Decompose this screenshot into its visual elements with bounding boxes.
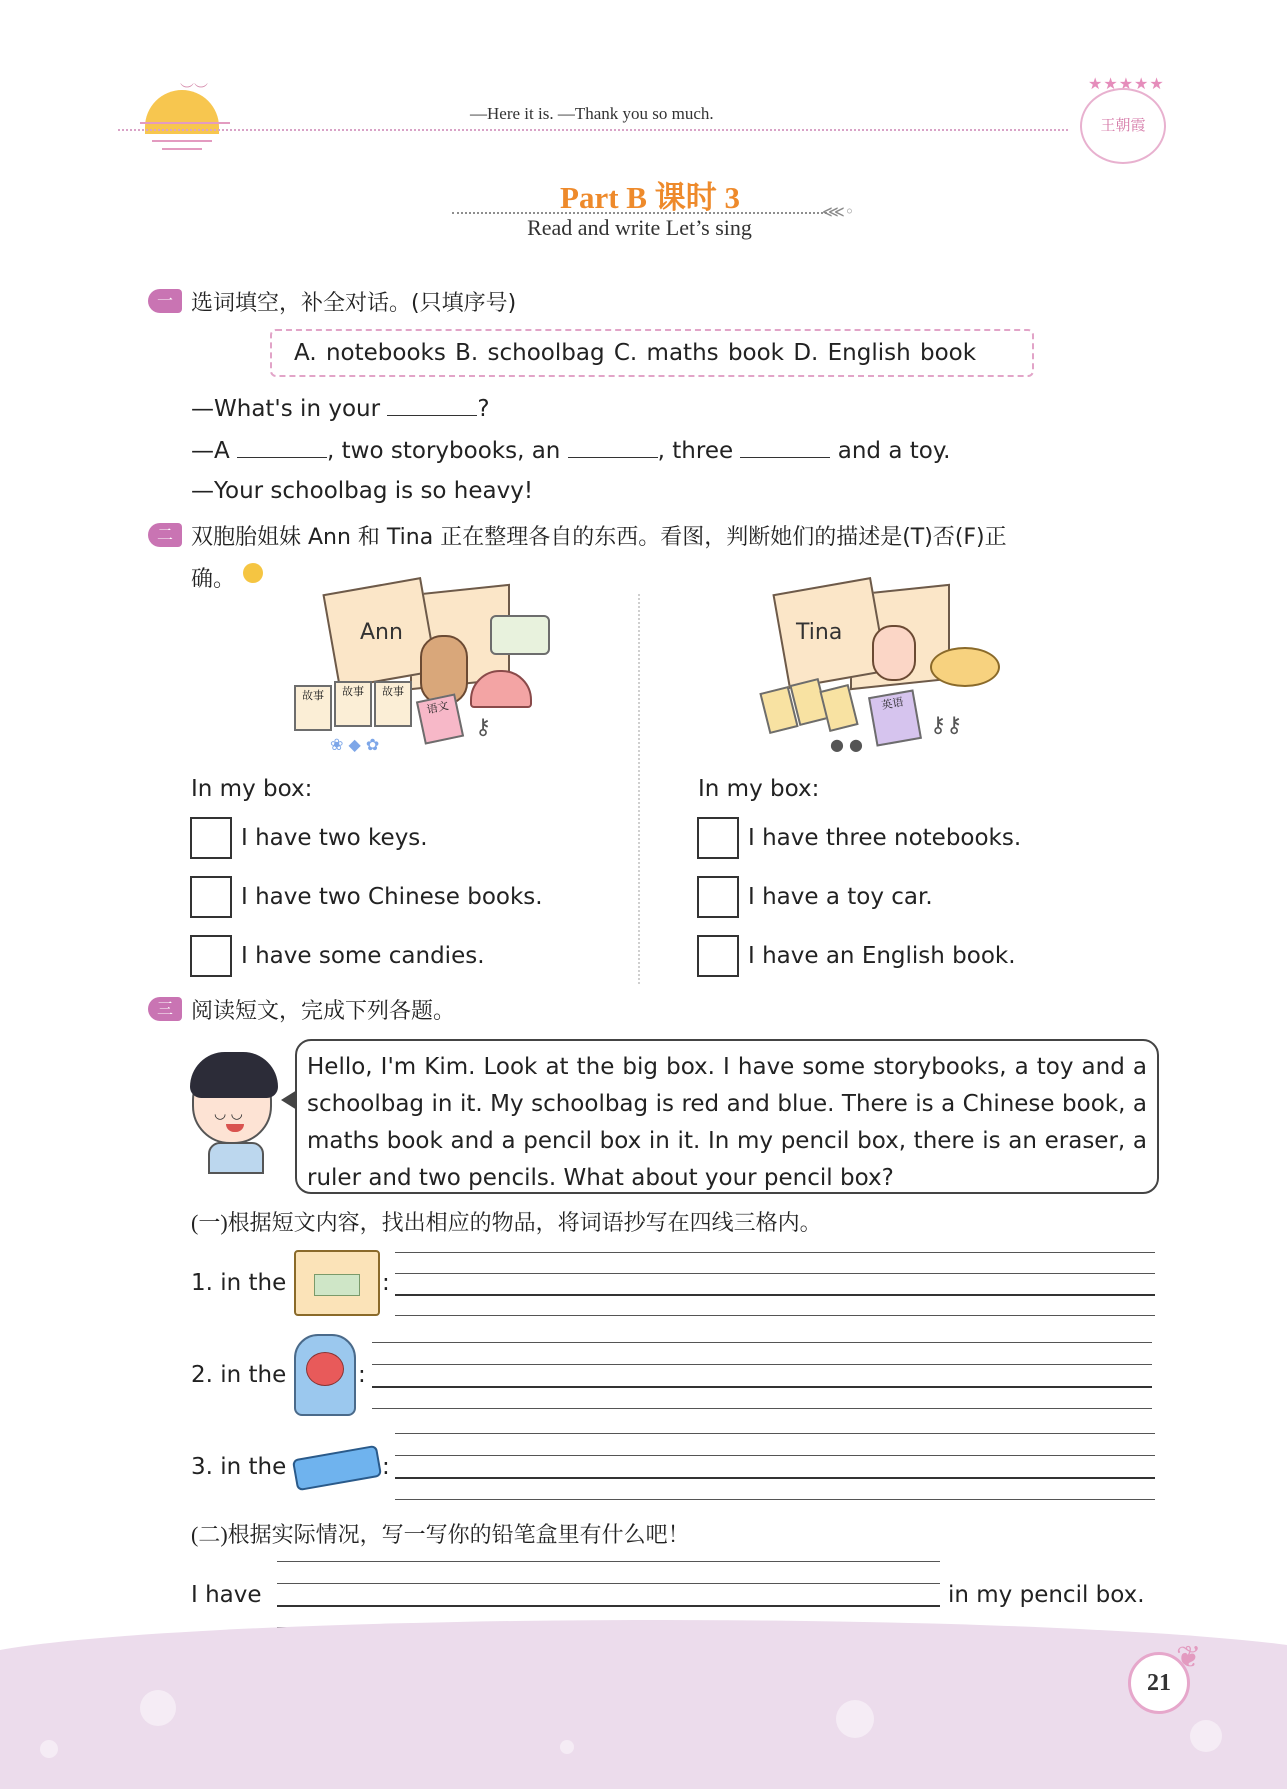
writing-line[interactable] [395, 1294, 1155, 1296]
question-label: 3. in the [191, 1454, 287, 1480]
candy-icon: ❀ ◆ ✿ [330, 735, 380, 754]
bubble-decoration [1190, 1720, 1222, 1752]
section-badge: 一 [148, 289, 182, 313]
page-number: 21 [1128, 1652, 1190, 1714]
writing-line [395, 1273, 1155, 1274]
section-instruction: 阅读短文，完成下列各题。 [191, 999, 456, 1024]
answer-blank[interactable] [387, 394, 477, 416]
word-options-box: A. notebooks B. schoolbag C. maths book D. English book [270, 329, 1034, 377]
column-divider [638, 594, 640, 984]
title-divider [452, 212, 827, 214]
dolphin-icon: ❦ [1176, 1640, 1202, 1675]
writing-line [277, 1583, 940, 1584]
tf-answer-box[interactable] [190, 876, 232, 918]
section-badge: 二 [148, 523, 182, 547]
english-book-icon: 英语 [868, 689, 922, 746]
sentence-prefix: I have [191, 1582, 262, 1608]
statement-text: I have two Chinese books. [241, 884, 543, 910]
toy-pig-icon [872, 625, 916, 681]
statement-text: I have an English book. [748, 943, 1016, 969]
part2-instruction: (二)根据实际情况，写一写你的铅笔盒里有什么吧！ [191, 1522, 690, 1547]
writing-line [372, 1364, 1152, 1365]
tina-box-label: Tina [796, 620, 843, 645]
notebook-icon [819, 684, 858, 732]
tf-answer-box[interactable] [697, 876, 739, 918]
bubble-decoration [560, 1740, 574, 1754]
dialogue-text: —What's in your [191, 396, 388, 422]
section-badge: 三 [148, 997, 182, 1021]
publisher-badge [1080, 88, 1166, 164]
writing-line[interactable] [395, 1477, 1155, 1479]
sun-line [140, 122, 230, 124]
writing-line [372, 1342, 1152, 1343]
dialogue-text: ? [477, 396, 490, 422]
ann-heading: In my box: [191, 776, 313, 802]
reading-passage: Hello, I'm Kim. Look at the big box. I have some storybooks, a toy and a schoolbag in it. My schoolbag is red and blue. There is a Chinese book, a maths book and a pencil box in it. In my pencil box, there is an eraser, a ruler and two pencils. What about your pencil box? [295, 1039, 1159, 1194]
kim-hair-icon [190, 1052, 278, 1098]
statement-text: I have three notebooks. [748, 825, 1022, 851]
bubble-decoration [40, 1740, 58, 1758]
tf-answer-box[interactable] [697, 817, 739, 859]
sentence-suffix: in my pencil box. [948, 1582, 1145, 1608]
ann-box-illustration [290, 585, 570, 765]
storybook-icon: 故事 [294, 685, 332, 731]
dialogue-text: , two storybooks, an [327, 438, 568, 464]
page-subtitle: Read and write Let’s sing [527, 215, 752, 240]
tf-answer-box[interactable] [697, 935, 739, 977]
writing-line[interactable] [277, 1605, 940, 1607]
box-label-icon [314, 1274, 360, 1296]
writing-line [395, 1499, 1155, 1500]
writing-line [372, 1408, 1152, 1409]
answer-blank[interactable] [568, 436, 658, 458]
sun-line [152, 140, 212, 142]
ann-box-label: Ann [360, 620, 403, 645]
tina-box-illustration [760, 585, 1010, 765]
dialogue-text: , three [657, 438, 741, 464]
tf-answer-box[interactable] [190, 935, 232, 977]
schoolbag-icon [294, 1334, 356, 1416]
statement-text: I have some candies. [241, 943, 485, 969]
answer-blank[interactable] [237, 436, 327, 458]
writing-line [395, 1455, 1155, 1456]
toy-truck-icon [490, 615, 550, 655]
key-icon: ⚷ [475, 715, 492, 740]
section-instruction: 选词填空，补全对话。(只填序号) [191, 291, 517, 316]
writing-line [395, 1433, 1155, 1434]
colon: : [358, 1362, 366, 1388]
writing-line [395, 1315, 1155, 1316]
section-instruction: 双胞胎姐妹 Ann 和 Tina 正在整理各自的东西。看图，判断她们的描述是(T)否(F)正 [191, 525, 1007, 550]
dialogue-line-3: —Your schoolbag is so heavy! [191, 478, 534, 504]
straw-hat-icon [930, 647, 1000, 687]
colon: : [382, 1270, 390, 1296]
key-icon: ⚷⚷ [930, 713, 963, 738]
kim-eyes-icon: ◡ ◡ [214, 1106, 243, 1122]
writing-line [277, 1561, 940, 1562]
stars-icon: ★★★★★ [1088, 74, 1165, 93]
pencil-box-icon [292, 1445, 382, 1491]
page-title: Part B 课时 3 [560, 180, 740, 215]
statement-text: I have a toy car. [748, 884, 933, 910]
writing-line[interactable] [372, 1386, 1152, 1388]
answer-blank[interactable] [740, 436, 830, 458]
bubble-decoration [140, 1690, 176, 1726]
dialogue-line-2 [191, 436, 950, 464]
header-divider [118, 129, 1068, 131]
storybook-icon: 故事 [374, 681, 412, 727]
big-box-icon [294, 1250, 380, 1316]
lightbulb-icon [243, 563, 263, 583]
dialogue-text: and a toy. [830, 438, 951, 464]
bubble-decoration [836, 1700, 874, 1738]
footer-band [0, 1660, 1287, 1789]
question-label: 1. in the [191, 1270, 287, 1296]
running-title: —Here it is. —Thank you so much. [470, 104, 714, 123]
badge-text: 王朝霞 [1100, 116, 1146, 134]
tina-heading: In my box: [698, 776, 820, 802]
chinese-book-icon: 语文 [416, 693, 464, 744]
bird-icon: ︶︶ [180, 83, 208, 99]
writing-line [395, 1252, 1155, 1253]
colon: : [382, 1454, 390, 1480]
sun-line [162, 148, 202, 150]
dialogue-line-1 [191, 394, 490, 422]
storybook-icon: 故事 [334, 681, 372, 727]
question-label: 2. in the [191, 1362, 287, 1388]
candy-icon: ● ● [830, 735, 864, 754]
part1-instruction: (一)根据短文内容，找出相应的物品，将词语抄写在四线三格内。 [191, 1210, 822, 1235]
spiderman-icon [306, 1352, 344, 1386]
tf-answer-box[interactable] [190, 817, 232, 859]
statement-text: I have two keys. [241, 825, 428, 851]
kim-body-icon [208, 1142, 264, 1174]
fish-icon: ⋘◦ [822, 202, 855, 221]
section-instruction-cont: 确。 [191, 567, 236, 592]
dialogue-text: —A [191, 438, 238, 464]
